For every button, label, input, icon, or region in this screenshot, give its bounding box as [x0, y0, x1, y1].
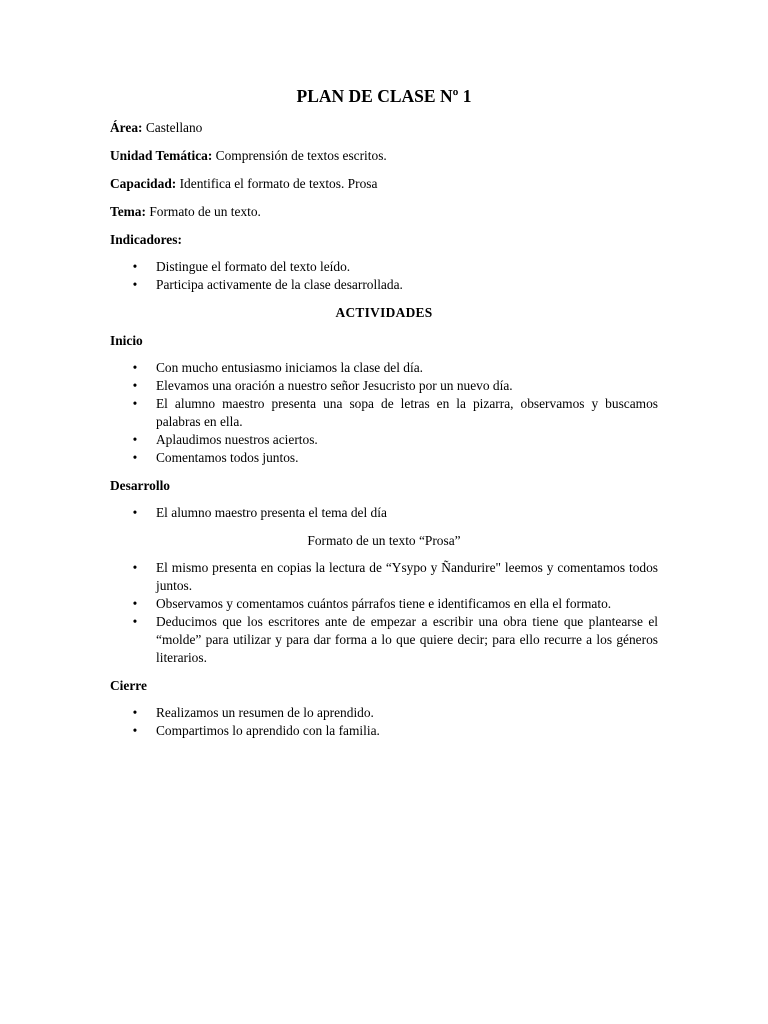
list-item — [110, 704, 658, 722]
list-item — [110, 258, 658, 276]
indicadores-heading: Indicadores: — [110, 232, 182, 247]
bullet-icon: • — [132, 596, 138, 611]
list-item-text: Aplaudimos nuestros aciertos. — [156, 432, 318, 447]
field-unidad-tematica — [110, 146, 658, 165]
list-item — [110, 504, 658, 522]
list-item-text: Compartimos lo aprendido con la familia. — [156, 723, 380, 738]
bullet-icon: • — [132, 505, 138, 520]
list-item-text: Deducimos que los escritores ante de empezar a escribir una obra tiene que plantearse el “molde” para utilizar y para dar forma a lo que quiere decir; para ello recurre a los géneros literarios. — [156, 614, 658, 665]
list-item-text: Observamos y comentamos cuántos párrafos tiene e identificamos en ella el formato. — [156, 596, 612, 611]
desarrollo-list-after — [110, 559, 658, 667]
field-capacidad-value: Identifica el formato de textos. Prosa — [179, 176, 378, 191]
list-item-text: Realizamos un resumen de lo aprendido. — [156, 705, 374, 720]
list-item — [110, 431, 658, 449]
field-area-label: Área: — [110, 120, 143, 135]
list-item-text: Con mucho entusiasmo iniciamos la clase del día. — [156, 360, 424, 375]
bullet-icon: • — [132, 378, 138, 393]
field-area — [110, 118, 658, 137]
list-item — [110, 359, 658, 377]
field-area-value: Castellano — [145, 120, 203, 135]
actividades-heading: ACTIVIDADES — [335, 305, 433, 320]
desarrollo-heading: Desarrollo — [110, 478, 170, 493]
inicio-heading: Inicio — [110, 333, 143, 348]
list-item — [110, 559, 658, 595]
field-unidad-tematica-value: Comprensión de textos escritos. — [215, 148, 387, 163]
cierre-list — [110, 704, 658, 740]
list-item — [110, 595, 658, 613]
desarrollo-subtitle: Formato de un texto “Prosa” — [307, 533, 461, 548]
field-tema-value: Formato de un texto. — [149, 204, 261, 219]
indicadores-list — [110, 258, 658, 294]
list-item — [110, 377, 658, 395]
list-item — [110, 276, 658, 294]
list-item-text: El alumno maestro presenta el tema del día — [156, 505, 387, 520]
bullet-icon: • — [132, 723, 138, 738]
bullet-icon: • — [132, 560, 138, 575]
list-item — [110, 395, 658, 431]
list-item-text: Distingue el formato del texto leído. — [156, 259, 351, 274]
document-page — [110, 84, 658, 749]
list-item-text: El alumno maestro presenta una sopa de letras en la pizarra, observamos y buscamos palabras en ella. — [156, 396, 658, 429]
list-item-text: Elevamos una oración a nuestro señor Jesucristo por un nuevo día. — [156, 378, 513, 393]
list-item — [110, 722, 658, 740]
bullet-icon: • — [132, 432, 138, 447]
bullet-icon: • — [132, 450, 138, 465]
bullet-icon: • — [132, 360, 138, 375]
cierre-heading: Cierre — [110, 678, 147, 693]
inicio-list — [110, 359, 658, 467]
bullet-icon: • — [132, 614, 138, 629]
field-unidad-tematica-label: Unidad Temática: — [110, 148, 213, 163]
list-item — [110, 449, 658, 467]
document-title: PLAN DE CLASE Nº 1 — [296, 86, 472, 106]
list-item-text: El mismo presenta en copias la lectura de “Ysypo y Ñandurire" leemos y comentamos todos juntos. — [156, 560, 658, 593]
bullet-icon: • — [132, 396, 138, 411]
bullet-icon: • — [132, 705, 138, 720]
desarrollo-list-before — [110, 504, 658, 522]
bullet-icon: • — [132, 277, 138, 292]
field-capacidad — [110, 174, 658, 193]
list-item — [110, 613, 658, 667]
list-item-text: Participa activamente de la clase desarrollada. — [156, 277, 403, 292]
field-tema-label: Tema: — [110, 204, 146, 219]
bullet-icon: • — [132, 259, 138, 274]
list-item-text: Comentamos todos juntos. — [156, 450, 299, 465]
field-capacidad-label: Capacidad: — [110, 176, 177, 191]
field-tema — [110, 202, 658, 221]
